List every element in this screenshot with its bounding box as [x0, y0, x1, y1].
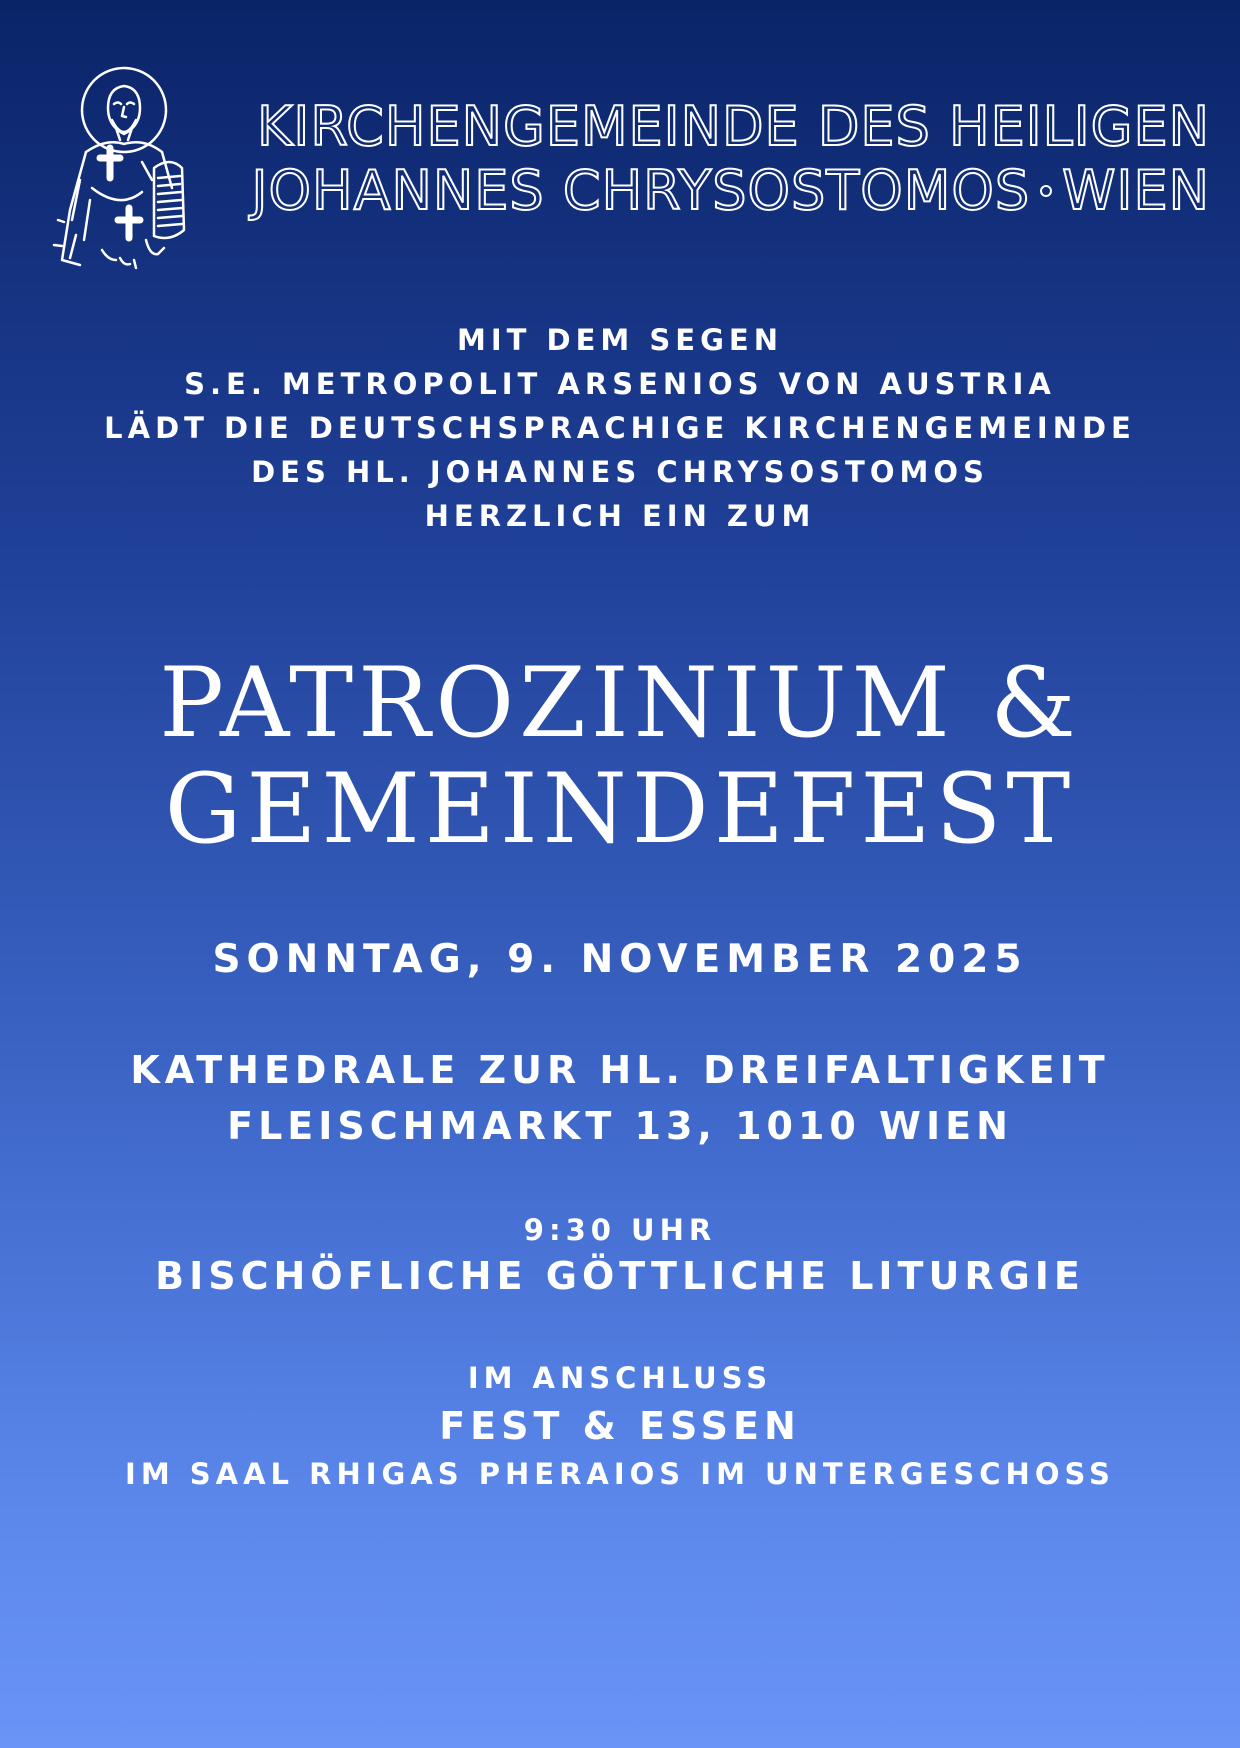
liturgy-label: BISCHÖFLICHE GÖTTLICHE LITURGIE — [155, 1254, 1085, 1298]
feast-intro: IM ANSCHLUSS — [467, 1361, 773, 1395]
organization-name — [230, 95, 1210, 223]
organization-name-line-1: KIRCHENGEMEINDE DES HEILIGEN — [256, 95, 1210, 158]
venue-address: FLEISCHMARKT 13, 1010 WIEN — [227, 1104, 1013, 1148]
intro-text — [0, 318, 1240, 538]
event-title — [0, 647, 1240, 865]
intro-line-1: MIT DEM SEGEN — [457, 323, 783, 357]
header — [50, 60, 1210, 280]
venue — [0, 1042, 1240, 1154]
feast — [0, 1356, 1240, 1496]
separator-dot-icon — [1040, 185, 1052, 197]
feast-label: FEST & ESSEN — [439, 1404, 801, 1448]
organization-name-line-2 — [230, 159, 1210, 223]
event-date: SONNTAG, 9. NOVEMBER 2025 — [212, 937, 1028, 982]
liturgy-time: 9:30 UHR — [523, 1213, 717, 1247]
saint-icon — [50, 60, 190, 275]
liturgy — [0, 1210, 1240, 1302]
event-title-line-1: PATROZINIUM & — [159, 647, 1081, 759]
organization-city: WIEN — [1062, 159, 1210, 222]
intro-line-2: S.E. METROPOLIT ARSENIOS VON AUSTRIA — [184, 367, 1056, 401]
venue-name: KATHEDRALE ZUR HL. DREIFALTIGKEIT — [130, 1048, 1110, 1092]
intro-line-4: DES HL. JOHANNES CHRYSOSTOMOS — [251, 455, 989, 489]
intro-line-5: HERZLICH EIN ZUM — [424, 499, 816, 533]
intro-line-3: LÄDT DIE DEUTSCHSPRACHIGE KIRCHENGEMEINDE — [104, 411, 1136, 445]
feast-location: IM SAAL RHIGAS PHERAIOS IM UNTERGESCHOSS — [125, 1457, 1115, 1491]
organization-name-part-a: JOHANNES CHRYSOSTOMOS — [251, 159, 1031, 222]
event-title-line-2: GEMEINDEFEST — [164, 753, 1076, 865]
